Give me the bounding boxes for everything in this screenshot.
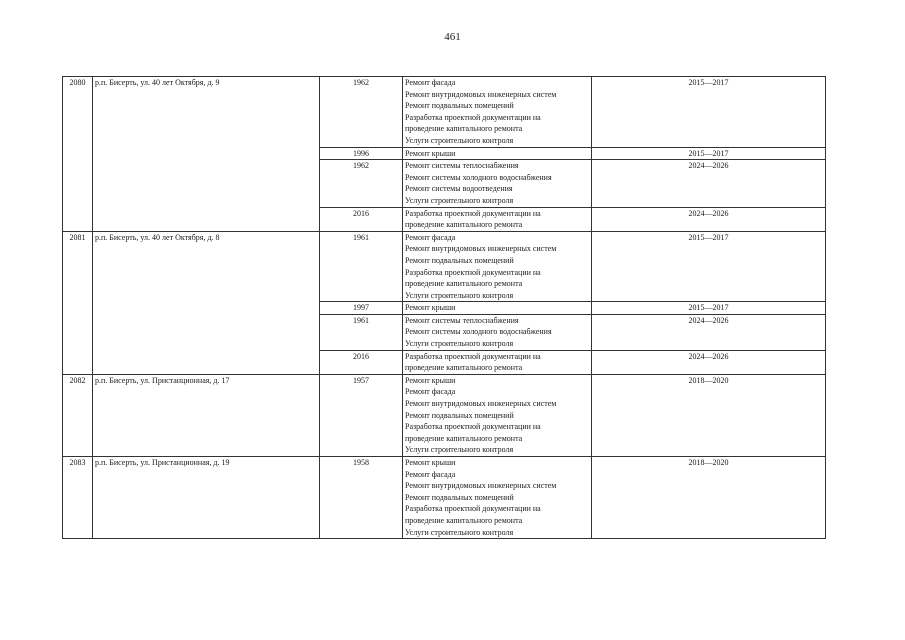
work-item: Ремонт системы водоотведения (405, 184, 513, 194)
period-cell: 2024—2026 (592, 207, 826, 231)
work-item: проведение капитального ремонта (405, 124, 523, 134)
year-cell: 1961 (320, 314, 403, 350)
year-cell: 1962 (320, 160, 403, 207)
year-cell: 1957 (320, 374, 403, 456)
entry-address: р.п. Бисерть, ул. 40 лет Октября, д. 8 (93, 231, 320, 374)
work-item: Разработка проектной документации на (405, 504, 541, 514)
works-cell (403, 350, 592, 374)
works-cell (403, 374, 592, 456)
works-cell (403, 147, 592, 160)
work-item: Услуги строительного контроля (405, 527, 514, 537)
table-row (63, 231, 826, 302)
entry-number: 2080 (63, 77, 93, 232)
work-item: Разработка проектной документации на (405, 208, 541, 218)
entry-number: 2081 (63, 231, 93, 374)
work-item: Услуги строительного контроля (405, 445, 514, 455)
year-cell: 2016 (320, 350, 403, 374)
table-row (63, 374, 826, 456)
works-cell (403, 457, 592, 539)
entry-number: 2083 (63, 457, 93, 539)
year-cell: 1962 (320, 77, 403, 148)
period-cell: 2018—2020 (592, 374, 826, 456)
year-cell: 1997 (320, 302, 403, 315)
work-item: Ремонт крыши (405, 303, 456, 313)
work-item: проведение капитального ремонта (405, 433, 523, 443)
work-item: Услуги строительного контроля (405, 290, 514, 300)
works-cell (403, 302, 592, 315)
work-item: Разработка проектной документации на (405, 267, 541, 277)
works-cell (403, 231, 592, 302)
year-cell: 2016 (320, 207, 403, 231)
work-item: Ремонт подвальных помещений (405, 410, 514, 420)
work-item: Ремонт фасада (405, 387, 456, 397)
entry-address: р.п. Бисерть, ул. Пристанционная, д. 19 (93, 457, 320, 539)
period-cell: 2024—2026 (592, 160, 826, 207)
work-item: Услуги строительного контроля (405, 135, 514, 145)
work-item: проведение капитального ремонта (405, 220, 523, 230)
work-item: Разработка проектной документации на (405, 112, 541, 122)
work-item: проведение капитального ремонта (405, 363, 523, 373)
period-cell: 2018—2020 (592, 457, 826, 539)
year-cell: 1958 (320, 457, 403, 539)
work-item: Ремонт крыши (405, 375, 456, 385)
work-item: Услуги строительного контроля (405, 195, 514, 205)
work-item: Ремонт внутридомовых инженерных систем (405, 244, 557, 254)
work-item: Ремонт фасада (405, 232, 456, 242)
year-cell: 1961 (320, 231, 403, 302)
works-cell (403, 207, 592, 231)
table-body (63, 77, 826, 539)
work-item: проведение капитального ремонта (405, 515, 523, 525)
work-item: Ремонт системы холодного водоснабжения (405, 327, 552, 337)
entry-address: р.п. Бисерть, ул. 40 лет Октября, д. 9 (93, 77, 320, 232)
work-item: Услуги строительного контроля (405, 339, 514, 349)
work-item: Разработка проектной документации на (405, 351, 541, 361)
work-item: Ремонт системы теплоснабжения (405, 315, 519, 325)
work-item: Ремонт подвальных помещений (405, 255, 514, 265)
work-item: Ремонт внутридомовых инженерных систем (405, 89, 557, 99)
work-item: проведение капитального ремонта (405, 279, 523, 289)
work-item: Ремонт фасада (405, 78, 456, 87)
work-item: Ремонт внутридомовых инженерных систем (405, 481, 557, 491)
work-item: Ремонт подвальных помещений (405, 101, 514, 111)
table-row (63, 77, 826, 148)
works-cell (403, 160, 592, 207)
work-item: Ремонт крыши (405, 148, 456, 158)
period-cell: 2024—2026 (592, 350, 826, 374)
work-item: Ремонт внутридомовых инженерных систем (405, 399, 557, 409)
work-item: Ремонт системы холодного водоснабжения (405, 172, 552, 182)
work-item: Ремонт подвальных помещений (405, 492, 514, 502)
period-cell: 2015—2017 (592, 231, 826, 302)
work-item: Ремонт системы теплоснабжения (405, 161, 519, 171)
capital-repair-table (62, 76, 826, 539)
works-cell (403, 77, 592, 148)
works-cell (403, 314, 592, 350)
work-item: Ремонт крыши (405, 458, 456, 467)
year-cell: 1996 (320, 147, 403, 160)
period-cell: 2015—2017 (592, 77, 826, 148)
entry-address: р.п. Бисерть, ул. Пристанционная, д. 17 (93, 374, 320, 456)
work-item: Ремонт фасада (405, 469, 456, 479)
work-item: Разработка проектной документации на (405, 422, 541, 432)
period-cell: 2024—2026 (592, 314, 826, 350)
entry-number: 2082 (63, 374, 93, 456)
page-number: 461 (444, 31, 461, 43)
period-cell: 2015—2017 (592, 302, 826, 315)
period-cell: 2015—2017 (592, 147, 826, 160)
table-row (63, 457, 826, 539)
